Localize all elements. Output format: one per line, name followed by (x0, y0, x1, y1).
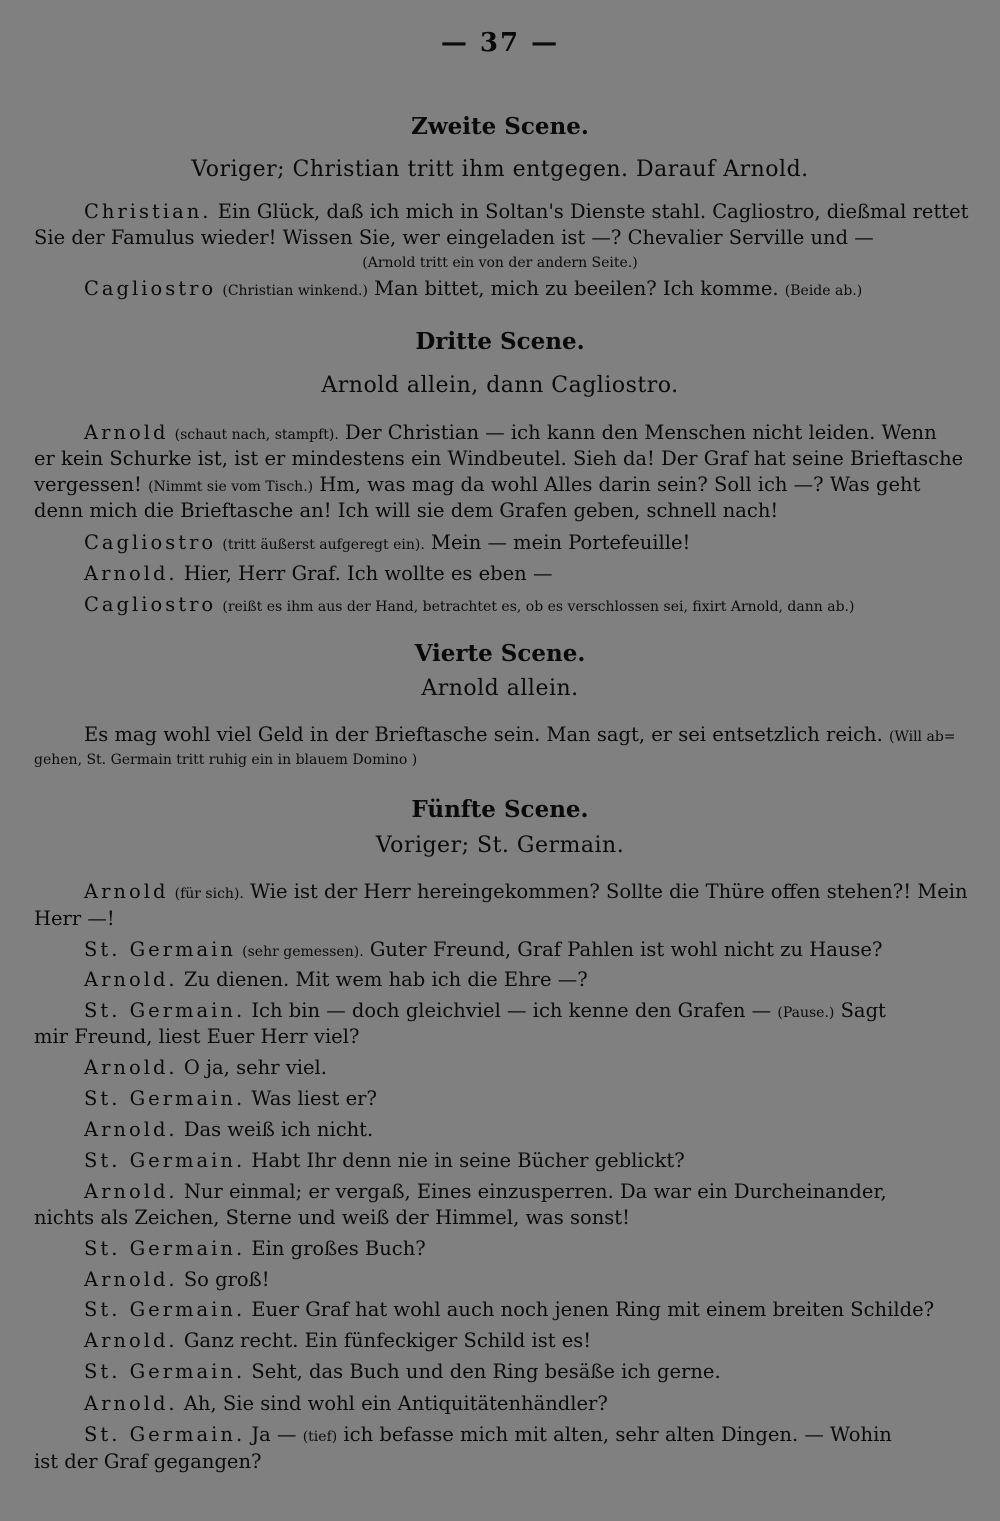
dialogue-line (84, 1117, 959, 1143)
dialogue-line (84, 1297, 959, 1323)
dialogue-line (84, 1055, 959, 1081)
dialogue-line: denn mich die Brieftasche an! Ich will sie dem Grafen geben, schnell nach! (34, 499, 779, 522)
dialogue-text: Wie ist der Herr hereingekommen? Sollte die Thüre offen stehen?! Mein (250, 880, 968, 903)
speaker-name: St. Germain. (84, 1149, 246, 1172)
dialogue-text: O ja, sehr viel. (183, 1056, 327, 1079)
speaker-name: Arnold. (84, 562, 178, 585)
dialogue-text: Es mag wohl viel Geld in der Brieftasche sein. Man sagt, er sei entsetzlich reich. (84, 723, 883, 746)
dialogue-line (84, 1359, 959, 1385)
dialogue-line (84, 1391, 959, 1417)
speaker-name: Arnold. (84, 1329, 178, 1352)
speaker-name: Arnold. (84, 1180, 178, 1203)
speaker-name: Arnold. (84, 1392, 178, 1415)
scene-heading-4: Vierte Scene. (414, 640, 586, 667)
dialogue-line: Sie der Famulus wieder! Wissen Sie, wer eingeladen ist —? Chevalier Serville und — (34, 226, 874, 249)
speaker-name: Arnold. (84, 968, 178, 991)
dialogue-line: nichts als Zeichen, Sterne und weiß der Himmel, was sonst! (34, 1206, 630, 1229)
dialogue-text: Ja — (251, 1423, 297, 1446)
dialogue-text: Das weiß ich nicht. (183, 1118, 374, 1141)
dialogue-text: Ganz recht. Ein fünfeckiger Schild ist es! (183, 1329, 592, 1352)
dialogue-line (84, 561, 959, 587)
scene-subtitle-5: Voriger; St. Germain. (375, 833, 625, 858)
dialogue-line: er kein Schurke ist, ist er mindestens ein Windbeutel. Sieh da! Der Graf hat seine Brieftasche (34, 447, 964, 470)
stage-direction: (Nimmt sie vom Tisch.) (148, 479, 314, 495)
speaker-name: St. Germain. (84, 1423, 246, 1446)
page-number: — 37 — (440, 28, 560, 58)
dialogue-line (84, 1148, 959, 1174)
stage-direction: (tief) (302, 1429, 338, 1445)
dialogue-line (84, 1267, 959, 1293)
dialogue-text: Ein großes Buch? (251, 1237, 426, 1260)
scene-subtitle-4: Arnold allein. (421, 676, 579, 701)
dialogue-text: Zu dienen. Mit wem hab ich die Ehre —? (183, 968, 588, 991)
speaker-name: Cagliostro (84, 593, 217, 616)
dialogue-text: Der Christian — ich kann den Menschen nicht leiden. Wenn (345, 421, 937, 444)
stage-direction: (für sich). (174, 886, 244, 902)
dialogue-line: mir Freund, liest Euer Herr viel? (34, 1025, 360, 1048)
dialogue-line (84, 967, 959, 993)
speaker-name: St. Germain. (84, 1087, 246, 1110)
dialogue-line (84, 592, 959, 620)
speaker-name: Arnold. (84, 1118, 178, 1141)
dialogue-line (84, 879, 968, 907)
stage-direction: (reißt es ihm aus der Hand, betrachtet es, ob es verschlossen sei, fixirt Arnold, dann ab.) (222, 599, 855, 615)
dialogue-line (84, 530, 959, 558)
dialogue-line (84, 1328, 959, 1354)
dialogue-line: Herr —! (34, 907, 115, 930)
stage-direction: (sehr gemessen). (242, 944, 364, 960)
speaker-name: Cagliostro (84, 277, 217, 300)
speaker-name: St. Germain. (84, 1298, 246, 1321)
dialogue-line (84, 420, 959, 448)
dialogue-text: ich befasse mich mit alten, sehr alten Dingen. — Wohin (343, 1423, 892, 1446)
dialogue-text: So groß! (183, 1268, 270, 1291)
speaker-name: St. Germain. (84, 1237, 246, 1260)
dialogue-text: Was liest er? (251, 1087, 377, 1110)
dialogue-text: Guter Freund, Graf Pahlen ist wohl nicht zu Hause? (369, 938, 883, 961)
stage-direction: (Will ab= (889, 729, 956, 745)
scene-subtitle-3: Arnold allein, dann Cagliostro. (321, 373, 679, 398)
dialogue-text: Man bittet, mich zu beeilen? Ich komme. (374, 277, 779, 300)
dialogue-line (84, 276, 959, 304)
dialogue-line (84, 722, 959, 750)
dialogue-text: Nur einmal; er vergaß, Eines einzusperren. Da war ein Durcheinander, (183, 1180, 887, 1203)
speaker-name: St. Germain. (84, 1360, 246, 1383)
speaker-name: St. Germain (84, 938, 236, 961)
speaker-name: Cagliostro (84, 531, 217, 554)
scene-heading-5: Fünfte Scene. (411, 796, 589, 823)
stage-direction: (Arnold tritt ein von der andern Seite.) (362, 255, 638, 271)
speaker-name: Arnold. (84, 1268, 178, 1291)
dialogue-text: Ein Glück, daß ich mich in Soltan's Dienste stahl. Cagliostro, dießmal rettet (217, 200, 969, 223)
dialogue-line (84, 998, 959, 1026)
dialogue-text: Ah, Sie sind wohl ein Antiquitätenhändler? (183, 1392, 608, 1415)
stage-direction: (Pause.) (777, 1005, 835, 1021)
speaker-name: Arnold (84, 421, 169, 444)
dialogue-line (84, 199, 969, 225)
scene-subtitle-2: Voriger; Christian tritt ihm entgegen. Darauf Arnold. (191, 157, 809, 182)
speaker-name: Arnold. (84, 1056, 178, 1079)
dialogue-line (34, 472, 959, 500)
stage-direction: gehen, St. Germain tritt ruhig ein in blauem Domino ) (34, 752, 418, 768)
dialogue-line (84, 1086, 959, 1112)
stage-direction: (Christian winkend.) (222, 283, 368, 299)
dialogue-text: Euer Graf hat wohl auch noch jenen Ring mit einem breiten Schilde? (251, 1298, 935, 1321)
dialogue-line (84, 1422, 959, 1450)
dialogue-text: Ich bin — doch gleichviel — ich kenne den Grafen — (251, 999, 772, 1022)
scene-heading-3: Dritte Scene. (415, 328, 585, 355)
dialogue-line: ist der Graf gegangen? (34, 1450, 262, 1473)
stage-direction: (schaut nach, stampft). (174, 427, 339, 443)
dialogue-text: Hier, Herr Graf. Ich wollte es eben — (183, 562, 553, 585)
dialogue-text: Mein — mein Portefeuille! (430, 531, 691, 554)
dialogue-line (84, 1179, 959, 1205)
speaker-name: Arnold (84, 880, 169, 903)
dialogue-text: Seht, das Buch und den Ring besäße ich gerne. (251, 1360, 721, 1383)
speaker-name: St. Germain. (84, 999, 246, 1022)
dialogue-line (84, 1236, 959, 1262)
stage-direction: (tritt äußerst aufgeregt ein). (222, 537, 425, 553)
dialogue-text: Sagt (840, 999, 886, 1022)
dialogue-text: Hm, was mag da wohl Alles darin sein? Soll ich —? Was geht (319, 473, 921, 496)
speaker-name: Christian. (84, 200, 212, 223)
dialogue-text: Habt Ihr denn nie in seine Bücher geblickt? (251, 1149, 685, 1172)
dialogue-line (84, 937, 959, 965)
dialogue-text: vergessen! (34, 473, 142, 496)
stage-direction: (Beide ab.) (784, 283, 863, 299)
scene-heading-2: Zweite Scene. (411, 113, 589, 140)
